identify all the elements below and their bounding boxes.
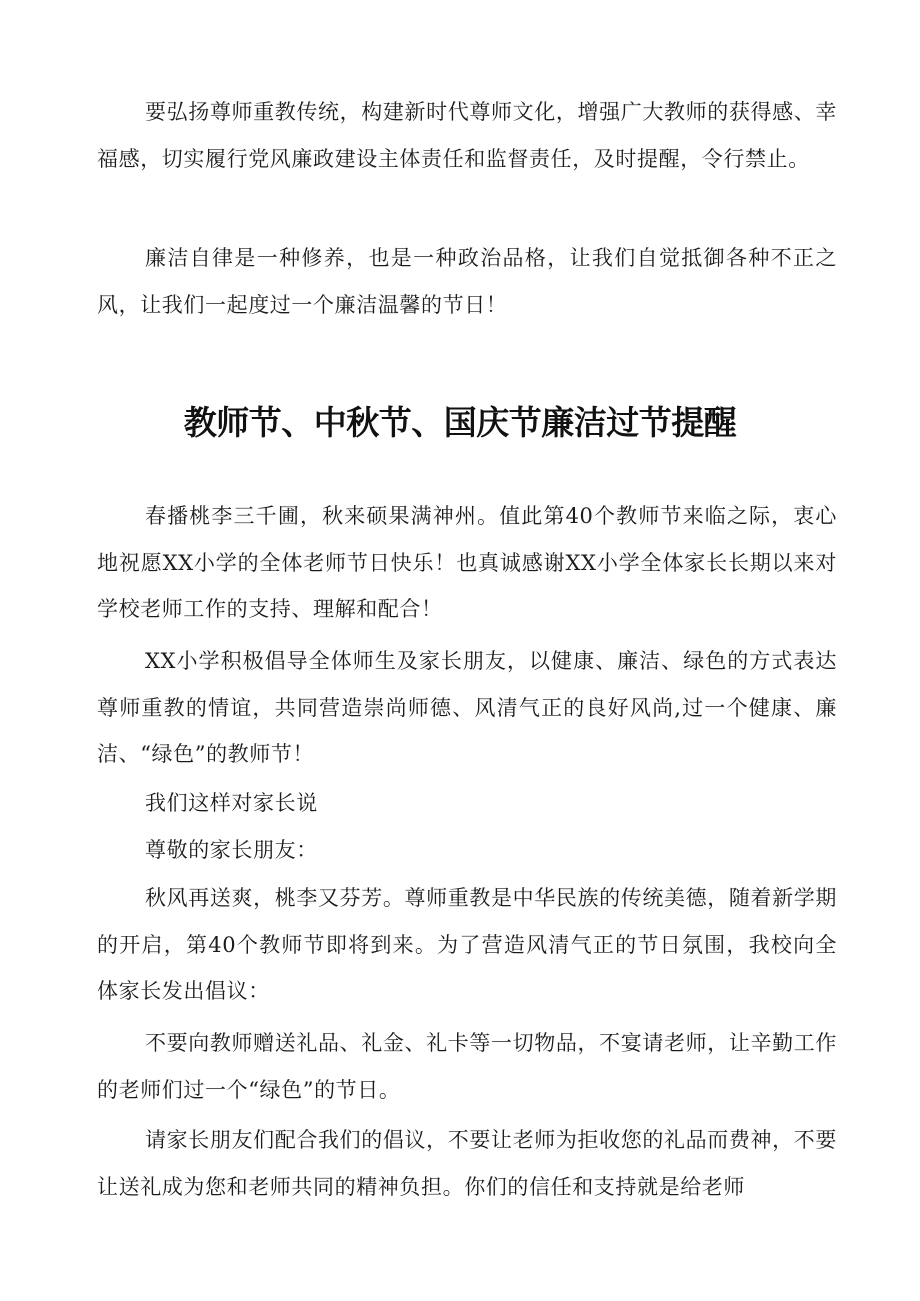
salutation: 尊敬的家长朋友： (145, 838, 318, 862)
document-title: 教师节、中秋节、国庆节廉洁过节提醒 (183, 403, 737, 442)
letter-paragraph-1: 秋风再送爽，桃李又芬芳。尊师重教是中华民族的传统美德，随着新学期的开启，第40个教师节即将到来。为了营造风清气正的节日氛围，我校向全体家长发出倡议： (97, 886, 837, 1003)
letter-paragraph-3: 请家长朋友们配合我们的倡议，不要让老师为拒收您的礼品而费神，不要让送礼成为您和老师共同的精神负担。你们的信任和支持就是给老师 (97, 1128, 837, 1199)
section-heading: 我们这样对家长说 (145, 791, 318, 815)
letter-paragraph-2: 不要向教师赠送礼品、礼金、礼卡等一切物品，不宴请老师，让辛勤工作的老师们过一个“绿色”的节日。 (97, 1031, 837, 1102)
body-paragraph-2: XX小学积极倡导全体师生及家长朋友，以健康、廉洁、绿色的方式表达尊师重教的情谊，共同营造崇尚师德、风清气正的良好风尚,过一个健康、廉洁、“绿色”的教师节！ (97, 649, 837, 766)
body-paragraph-1: 春播桃李三千圃，秋来硕果满神州。值此第40个教师节来临之际，衷心地祝愿XX小学的全体老师节日快乐！也真诚感谢XX小学全体家长长期以来对学校老师工作的支持、理解和配合！ (97, 504, 837, 621)
intro-paragraph-1: 要弘扬尊师重教传统，构建新时代尊师文化，增强广大教师的获得感、幸福感，切实履行党风廉政建设主体责任和监督责任，及时提醒，令行禁止。 (97, 100, 837, 171)
intro-paragraph-2: 廉洁自律是一种修养，也是一种政治品格，让我们自觉抵御各种不正之风，让我们一起度过一个廉洁温馨的节日！ (97, 246, 837, 317)
